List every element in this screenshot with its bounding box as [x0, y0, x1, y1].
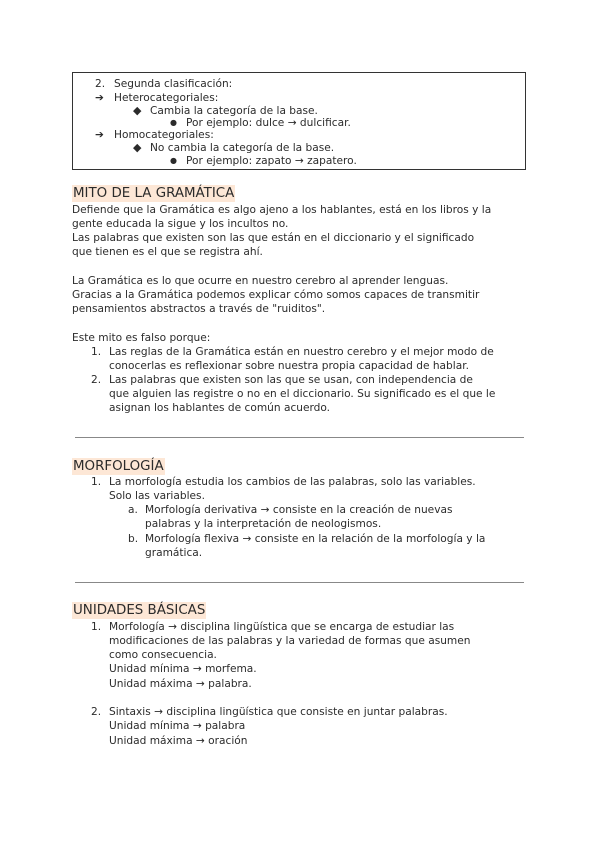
unidades-item1-line3: como consecuencia. [109, 649, 217, 661]
diamond-bullet-icon: ◆ [133, 104, 142, 117]
mito-p1-line1: Defiende que la Gramática es algo ajeno a los hablantes, está en los libros y la [72, 204, 492, 216]
box-item-number: 2. [95, 78, 106, 90]
unidades-item1-line1: Morfología → disciplina lingüística que se encarga de estudiar las [109, 621, 455, 633]
arrow-bullet-icon: ➔ [95, 129, 104, 141]
mito-p3-line1: La Gramática es lo que ocurre en nuestro cerebro al aprender lenguas. [72, 275, 449, 287]
list-letter: b. [128, 533, 139, 545]
mito-item2-line2: que alguien las registre o no en el diccionario. Su significado es el que le [109, 388, 496, 400]
mito-item2-line3: asignan los hablantes de común acuerdo. [109, 402, 331, 414]
morfologia-line2: Solo las variables. [109, 490, 205, 502]
unidades-heading: UNIDADES BÁSICAS [73, 603, 206, 618]
morfologia-a-line2: palabras y la interpretación de neologismos. [145, 518, 382, 530]
unidades-item2-line1: Sintaxis → disciplina lingüística que consiste en juntar palabras. [109, 706, 448, 718]
morfologia-b-line1: Morfología flexiva → consiste en la relación de la morfología y la [145, 533, 486, 545]
dot-bullet-icon: ● [170, 156, 177, 165]
unidades-item2-max: Unidad máxima → oración [109, 735, 248, 747]
morfologia-heading: MORFOLOGÍA [73, 459, 164, 474]
morfologia-line1: La morfología estudia los cambios de las palabras, solo las variables. [109, 476, 476, 488]
list-letter: a. [128, 504, 138, 516]
unidades-item1-min: Unidad mínima → morfema. [109, 663, 257, 675]
dot-bullet-icon: ● [170, 118, 177, 127]
hetero-example: Por ejemplo: dulce → dulcificar. [186, 117, 351, 129]
mito-p2-line1: Las palabras que existen son las que están en el diccionario y el significado [72, 232, 475, 244]
homo-label: Homocategoriales: [114, 129, 214, 141]
mito-heading: MITO DE LA GRAMÁTICA [73, 186, 235, 201]
mito-p3-line3: pensamientos abstractos a través de "ruiditos". [72, 303, 326, 315]
list-number: 1. [91, 476, 102, 488]
hetero-label: Heterocategoriales: [114, 92, 219, 104]
mito-item2-line1: Las palabras que existen son las que se usan, con independencia de [109, 374, 473, 386]
list-number: 2. [91, 706, 102, 718]
mito-p3-line2: Gracias a la Gramática podemos explicar cómo somos capaces de transmitir [72, 289, 480, 301]
diamond-bullet-icon: ◆ [133, 141, 142, 154]
box-item-title: Segunda clasificación: [114, 78, 233, 90]
morfologia-b-line2: gramática. [145, 547, 203, 559]
unidades-item2-min: Unidad mínima → palabra [109, 720, 246, 732]
mito-item1-line2: conocerlas es reflexionar sobre nuestra propia capacidad de hablar. [109, 360, 469, 372]
mito-p1-line2: gente educada la sigue y los incultos no. [72, 218, 289, 230]
homo-sub: No cambia la categoría de la base. [150, 142, 335, 154]
divider [75, 437, 524, 438]
divider [75, 582, 524, 583]
unidades-item1-line2: modificaciones de las palabras y la variedad de formas que asumen [109, 635, 471, 647]
arrow-bullet-icon: ➔ [95, 92, 104, 104]
morfologia-a-line1: Morfología derivativa → consiste en la creación de nuevas [145, 504, 453, 516]
mito-p2-line2: que tienen es el que se registra ahí. [72, 246, 263, 258]
list-number: 2. [91, 374, 102, 386]
list-number: 1. [91, 621, 102, 633]
hetero-sub: Cambia la categoría de la base. [150, 105, 318, 117]
unidades-item1-max: Unidad máxima → palabra. [109, 678, 252, 690]
list-number: 1. [91, 346, 102, 358]
homo-example: Por ejemplo: zapato → zapatero. [186, 155, 357, 167]
mito-intro: Este mito es falso porque: [72, 332, 211, 344]
mito-item1-line1: Las reglas de la Gramática están en nuestro cerebro y el mejor modo de [109, 346, 494, 358]
